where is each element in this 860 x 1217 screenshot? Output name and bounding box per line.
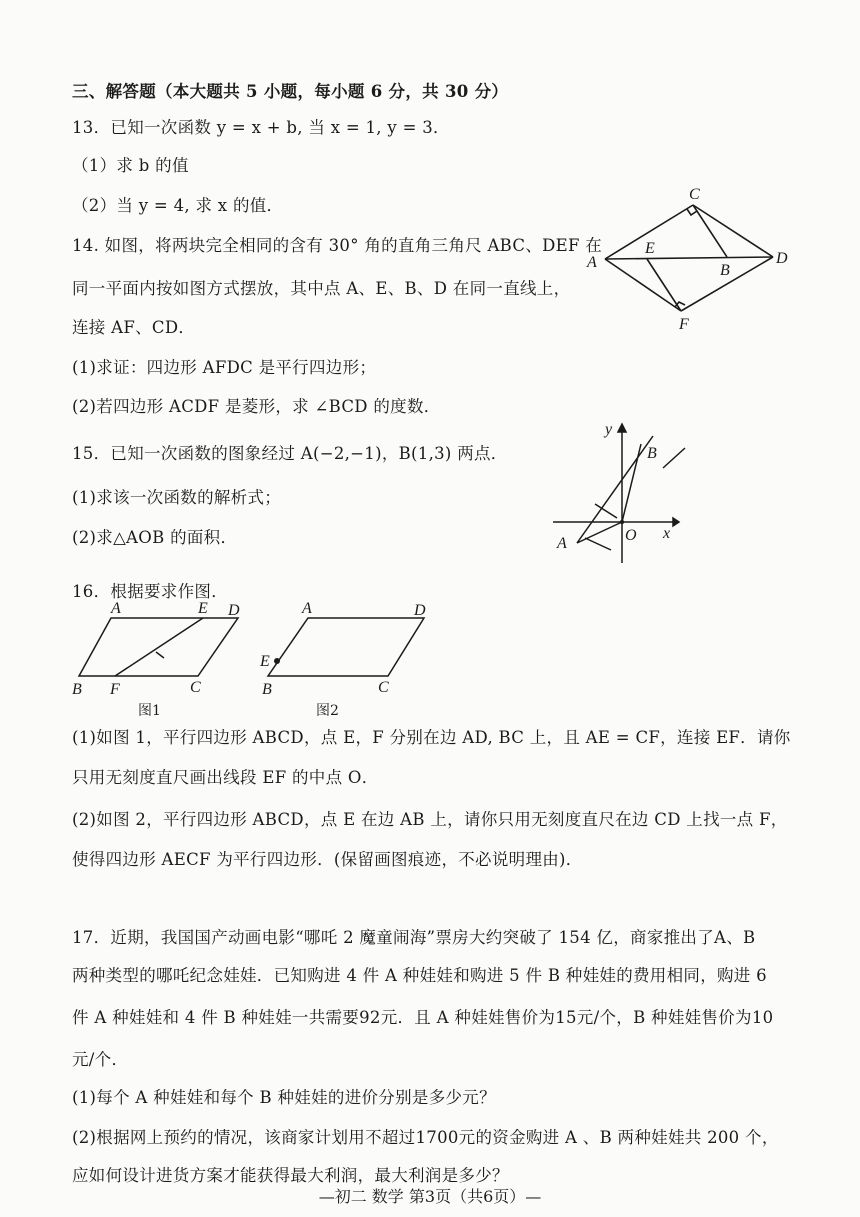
q14-label-a: A bbox=[587, 254, 597, 271]
q15-label-x: x bbox=[663, 525, 671, 542]
q15-figure bbox=[545, 418, 695, 568]
q16-fig2-label-a: A bbox=[302, 600, 312, 617]
q16-fig1-caption: 图1 bbox=[138, 703, 161, 719]
q16-fig2-label-c: C bbox=[378, 679, 389, 696]
q16-fig2-label-b: B bbox=[262, 681, 272, 698]
q15-label-a: A bbox=[557, 535, 567, 552]
q15-part2: (2)求△AOB 的面积． bbox=[72, 528, 238, 547]
q15-label-o: O bbox=[625, 527, 637, 544]
q16-figure2 bbox=[258, 598, 438, 698]
q15-label-b: B bbox=[647, 445, 657, 462]
q14-figure bbox=[585, 183, 795, 333]
q17-line4: 元/个． bbox=[72, 1050, 129, 1069]
q14-label-c: C bbox=[689, 186, 700, 203]
q14-label-b: B bbox=[720, 262, 730, 279]
q16-part1-line2: 只用无刻度直尺画出线段 EF 的中点 O． bbox=[72, 768, 379, 787]
q16-fig2-label-e: E bbox=[260, 653, 270, 670]
q15-stem: 15．已知一次函数的图象经过 A(−2,−1)，B(1,3) 两点． bbox=[72, 444, 508, 463]
q17-part1: (1)每个 A 种娃娃和每个 B 种娃娃的进价分别是多少元？ bbox=[72, 1088, 496, 1107]
q16-fig1-label-e: E bbox=[198, 600, 208, 617]
q17-part2-line2: 应如何设计进货方案才能获得最大利润，最大利润是多少？ bbox=[72, 1166, 509, 1185]
q16-part2-line2: 使得四边形 AECF 为平行四边形．(保留画图痕迹，不必说明理由)． bbox=[72, 850, 583, 869]
q16-fig1-label-f: F bbox=[110, 681, 120, 698]
q13-part2: （2）当 y = 4, 求 x 的值． bbox=[72, 196, 284, 215]
q16-fig1-label-d: D bbox=[228, 602, 240, 619]
q16-fig2-caption: 图2 bbox=[316, 703, 339, 719]
q16-figure1 bbox=[68, 598, 248, 698]
section-heading: 三、解答题（本大题共 5 小题，每小题 6 分，共 30 分） bbox=[72, 82, 509, 101]
q14-label-f: F bbox=[679, 316, 689, 333]
q15-part1: (1)求该一次函数的解析式； bbox=[72, 488, 282, 507]
q13-stem: 13．已知一次函数 y = x + b, 当 x = 1, y = 3． bbox=[72, 118, 450, 137]
q17-line1: 17．近期，我国国产动画电影“哪吒 2 魔童闹海”票房大约突破了 154 亿，商家推出了A、B bbox=[72, 928, 756, 947]
q14-line1: 14. 如图，将两块完全相同的含有 30° 角的直角三角尺 ABC、DEF 在 bbox=[72, 236, 603, 255]
q16-fig2-label-d: D bbox=[414, 602, 426, 619]
q14-line3: 连接 AF、CD． bbox=[72, 318, 196, 337]
q16-fig1-label-c: C bbox=[190, 679, 201, 696]
q16-fig1-label-b: B bbox=[72, 681, 82, 698]
q14-part2: (2)若四边形 ACDF 是菱形，求 ∠BCD 的度数． bbox=[72, 397, 441, 416]
q14-line2: 同一平面内按如图方式摆放，其中点 A、E、B、D 在同一直线上， bbox=[72, 279, 571, 298]
q13-part1: （1）求 b 的值 bbox=[72, 156, 189, 175]
q14-label-e: E bbox=[645, 240, 655, 257]
q14-part1: (1)求证：四边形 AFDC 是平行四边形； bbox=[72, 358, 377, 377]
q17-line2: 两种类型的哪吒纪念娃娃．已知购进 4 件 A 种娃娃和购进 5 件 B 种娃娃的费用相同，购进 6 bbox=[72, 966, 767, 985]
q17-part2-line1: (2)根据网上预约的情况，该商家计划用不超过1700元的资金购进 A 、B 两种娃娃共 200 个， bbox=[72, 1128, 779, 1147]
q17-line3: 件 A 种娃娃和 4 件 B 种娃娃一共需要92元．且 A 种娃娃售价为15元/个，B 种娃娃售价为10 bbox=[72, 1008, 774, 1027]
q16-fig1-label-a: A bbox=[111, 600, 121, 617]
page-footer: —初二 数学 第3页（共6页）— bbox=[318, 1187, 542, 1206]
q16-stem: 16．根据要求作图． bbox=[72, 582, 228, 601]
q16-part2-line1: (2)如图 2，平行四边形 ABCD，点 E 在边 AB 上，请你只用无刻度直尺在边 CD 上找一点 F， bbox=[72, 810, 788, 829]
q15-label-y: y bbox=[605, 421, 613, 438]
q14-label-d: D bbox=[776, 250, 788, 267]
q16-part1-line1: (1)如图 1，平行四边形 ABCD，点 E，F 分别在边 AD, BC 上，且 AE = CF，连接 EF．请你 bbox=[72, 728, 791, 747]
